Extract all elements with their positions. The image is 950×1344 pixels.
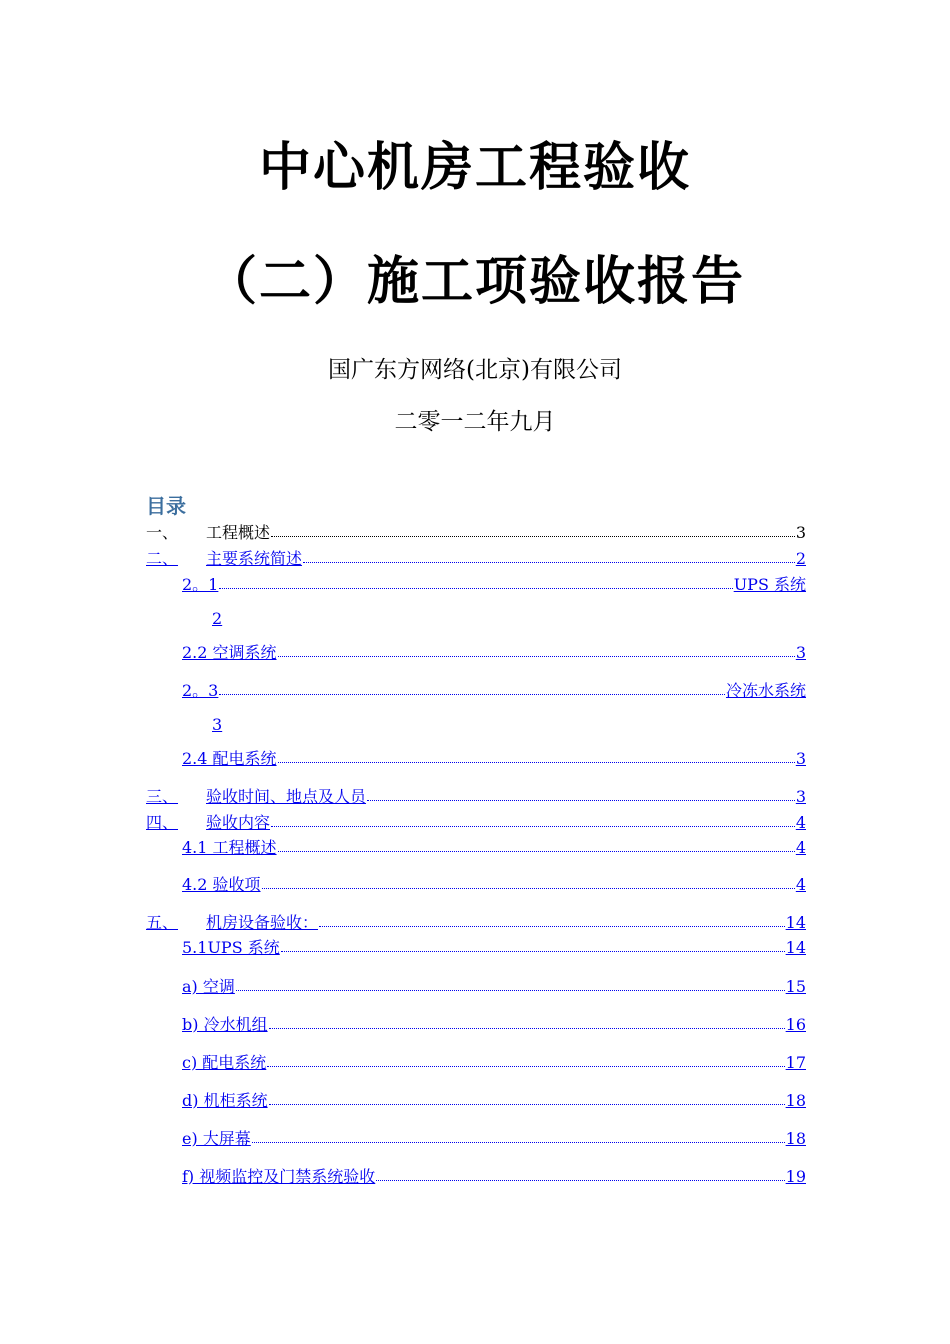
toc-entry-text: 机房设备验收：	[206, 913, 319, 932]
toc-heading: 目录	[146, 494, 186, 518]
toc-entry-page: 15	[785, 977, 806, 996]
toc-leader	[219, 680, 725, 695]
toc-entry-page: 2	[795, 549, 806, 568]
toc-entry-page: 3	[795, 749, 806, 768]
toc-entry-text: 验收内容	[206, 813, 271, 832]
toc-leader	[271, 522, 795, 537]
toc-entry-text: f) 视频监控及门禁系统验收	[182, 1167, 376, 1186]
toc-entry-number: 二、	[146, 549, 179, 568]
toc-entry-page: 3	[795, 787, 806, 806]
toc-leader	[236, 976, 785, 991]
toc-entry-text: a) 空调	[182, 977, 235, 996]
document-title-line-1: 中心机房工程验收	[258, 138, 691, 198]
toc-entry-2-1[interactable]	[182, 574, 806, 596]
toc-entry-2-1-page[interactable]: 2	[212, 609, 223, 628]
toc-entry-page: 17	[785, 1053, 806, 1072]
toc-entry-3[interactable]	[146, 786, 806, 808]
toc-entry-text: 验收时间、地点及人员	[206, 787, 367, 806]
toc-entry-text: c) 配电系统	[182, 1053, 267, 1072]
toc-entry-1[interactable]	[146, 522, 806, 544]
toc-entry-page: 3	[795, 643, 806, 662]
toc-entry-page: 3	[795, 523, 806, 542]
toc-entry-page: 18	[785, 1129, 806, 1148]
toc-entry-text: 4.2 验收项	[182, 875, 261, 894]
toc-leader	[252, 1128, 785, 1143]
toc-entry-text: 2。3	[182, 681, 219, 700]
toc-entry-4-2[interactable]	[182, 874, 806, 896]
toc-leader	[262, 874, 795, 889]
toc-entry-text: b) 冷水机组	[182, 1015, 268, 1034]
toc-entry-text: 工程概述	[206, 523, 271, 542]
company-name: 国广东方网络(北京)有限公司	[328, 357, 622, 383]
toc-leader	[303, 548, 795, 563]
toc-entry-text: 2。1	[182, 575, 219, 594]
toc-entry-number: 三、	[146, 787, 179, 806]
toc-entry-page: 18	[785, 1091, 806, 1110]
toc-leader	[267, 1052, 784, 1067]
toc-leader	[319, 912, 785, 927]
toc-entry-text: e) 大屏幕	[182, 1129, 251, 1148]
toc-entry-text: 2.2 空调系统	[182, 643, 277, 662]
toc-entry-title-right: UPS 系统	[733, 575, 806, 594]
toc-entry-page: 14	[785, 913, 806, 932]
toc-entry-number: 五、	[146, 913, 179, 932]
toc-entry-page: 14	[785, 938, 806, 957]
toc-entry-text: 2.4 配电系统	[182, 749, 277, 768]
toc-entry-page: 4	[795, 838, 806, 857]
toc-leader	[269, 1014, 785, 1029]
toc-entry-4-1[interactable]	[182, 837, 806, 859]
toc-leader	[278, 748, 795, 763]
toc-entry-5-a[interactable]	[182, 976, 806, 998]
toc-leader	[281, 937, 785, 952]
toc-entry-page: 4	[795, 875, 806, 894]
toc-entry-2[interactable]	[146, 548, 806, 570]
toc-leader	[269, 1090, 785, 1105]
toc-leader	[367, 786, 795, 801]
toc-entry-5-1[interactable]	[182, 937, 806, 959]
toc-entry-2-4[interactable]	[182, 748, 806, 770]
toc-entry-text: 主要系统简述	[206, 549, 303, 568]
toc-entry-title-right: 冷冻水系统	[725, 681, 806, 700]
document-title-line-2: （二）施工项验收报告	[204, 252, 745, 312]
toc-leader	[271, 812, 795, 827]
document-date: 二零一二年九月	[394, 409, 556, 435]
toc-entry-2-3-page[interactable]: 3	[212, 715, 223, 734]
toc-leader	[278, 837, 795, 852]
toc-leader	[376, 1166, 784, 1181]
toc-entry-5-e[interactable]	[182, 1128, 806, 1150]
toc-leader	[278, 642, 795, 657]
toc-entry-page: 19	[785, 1167, 806, 1186]
toc-entry-2-3[interactable]	[182, 680, 806, 702]
toc-entry-number: 一、	[146, 523, 179, 542]
toc-entry-5[interactable]	[146, 912, 806, 934]
toc-entry-2-2[interactable]	[182, 642, 806, 664]
toc-entry-text: d) 机柜系统	[182, 1091, 268, 1110]
toc-entry-5-d[interactable]	[182, 1090, 806, 1112]
toc-leader	[219, 574, 732, 589]
toc-entry-text: 4.1 工程概述	[182, 838, 277, 857]
toc-entry-number: 四、	[146, 813, 179, 832]
toc-entry-page: 4	[795, 813, 806, 832]
toc-entry-5-b[interactable]	[182, 1014, 806, 1036]
toc-entry-page: 16	[785, 1015, 806, 1034]
toc-entry-text: 5.1UPS 系统	[182, 938, 280, 957]
toc-entry-5-f[interactable]	[182, 1166, 806, 1188]
toc-entry-5-c[interactable]	[182, 1052, 806, 1074]
toc-entry-4[interactable]	[146, 812, 806, 834]
